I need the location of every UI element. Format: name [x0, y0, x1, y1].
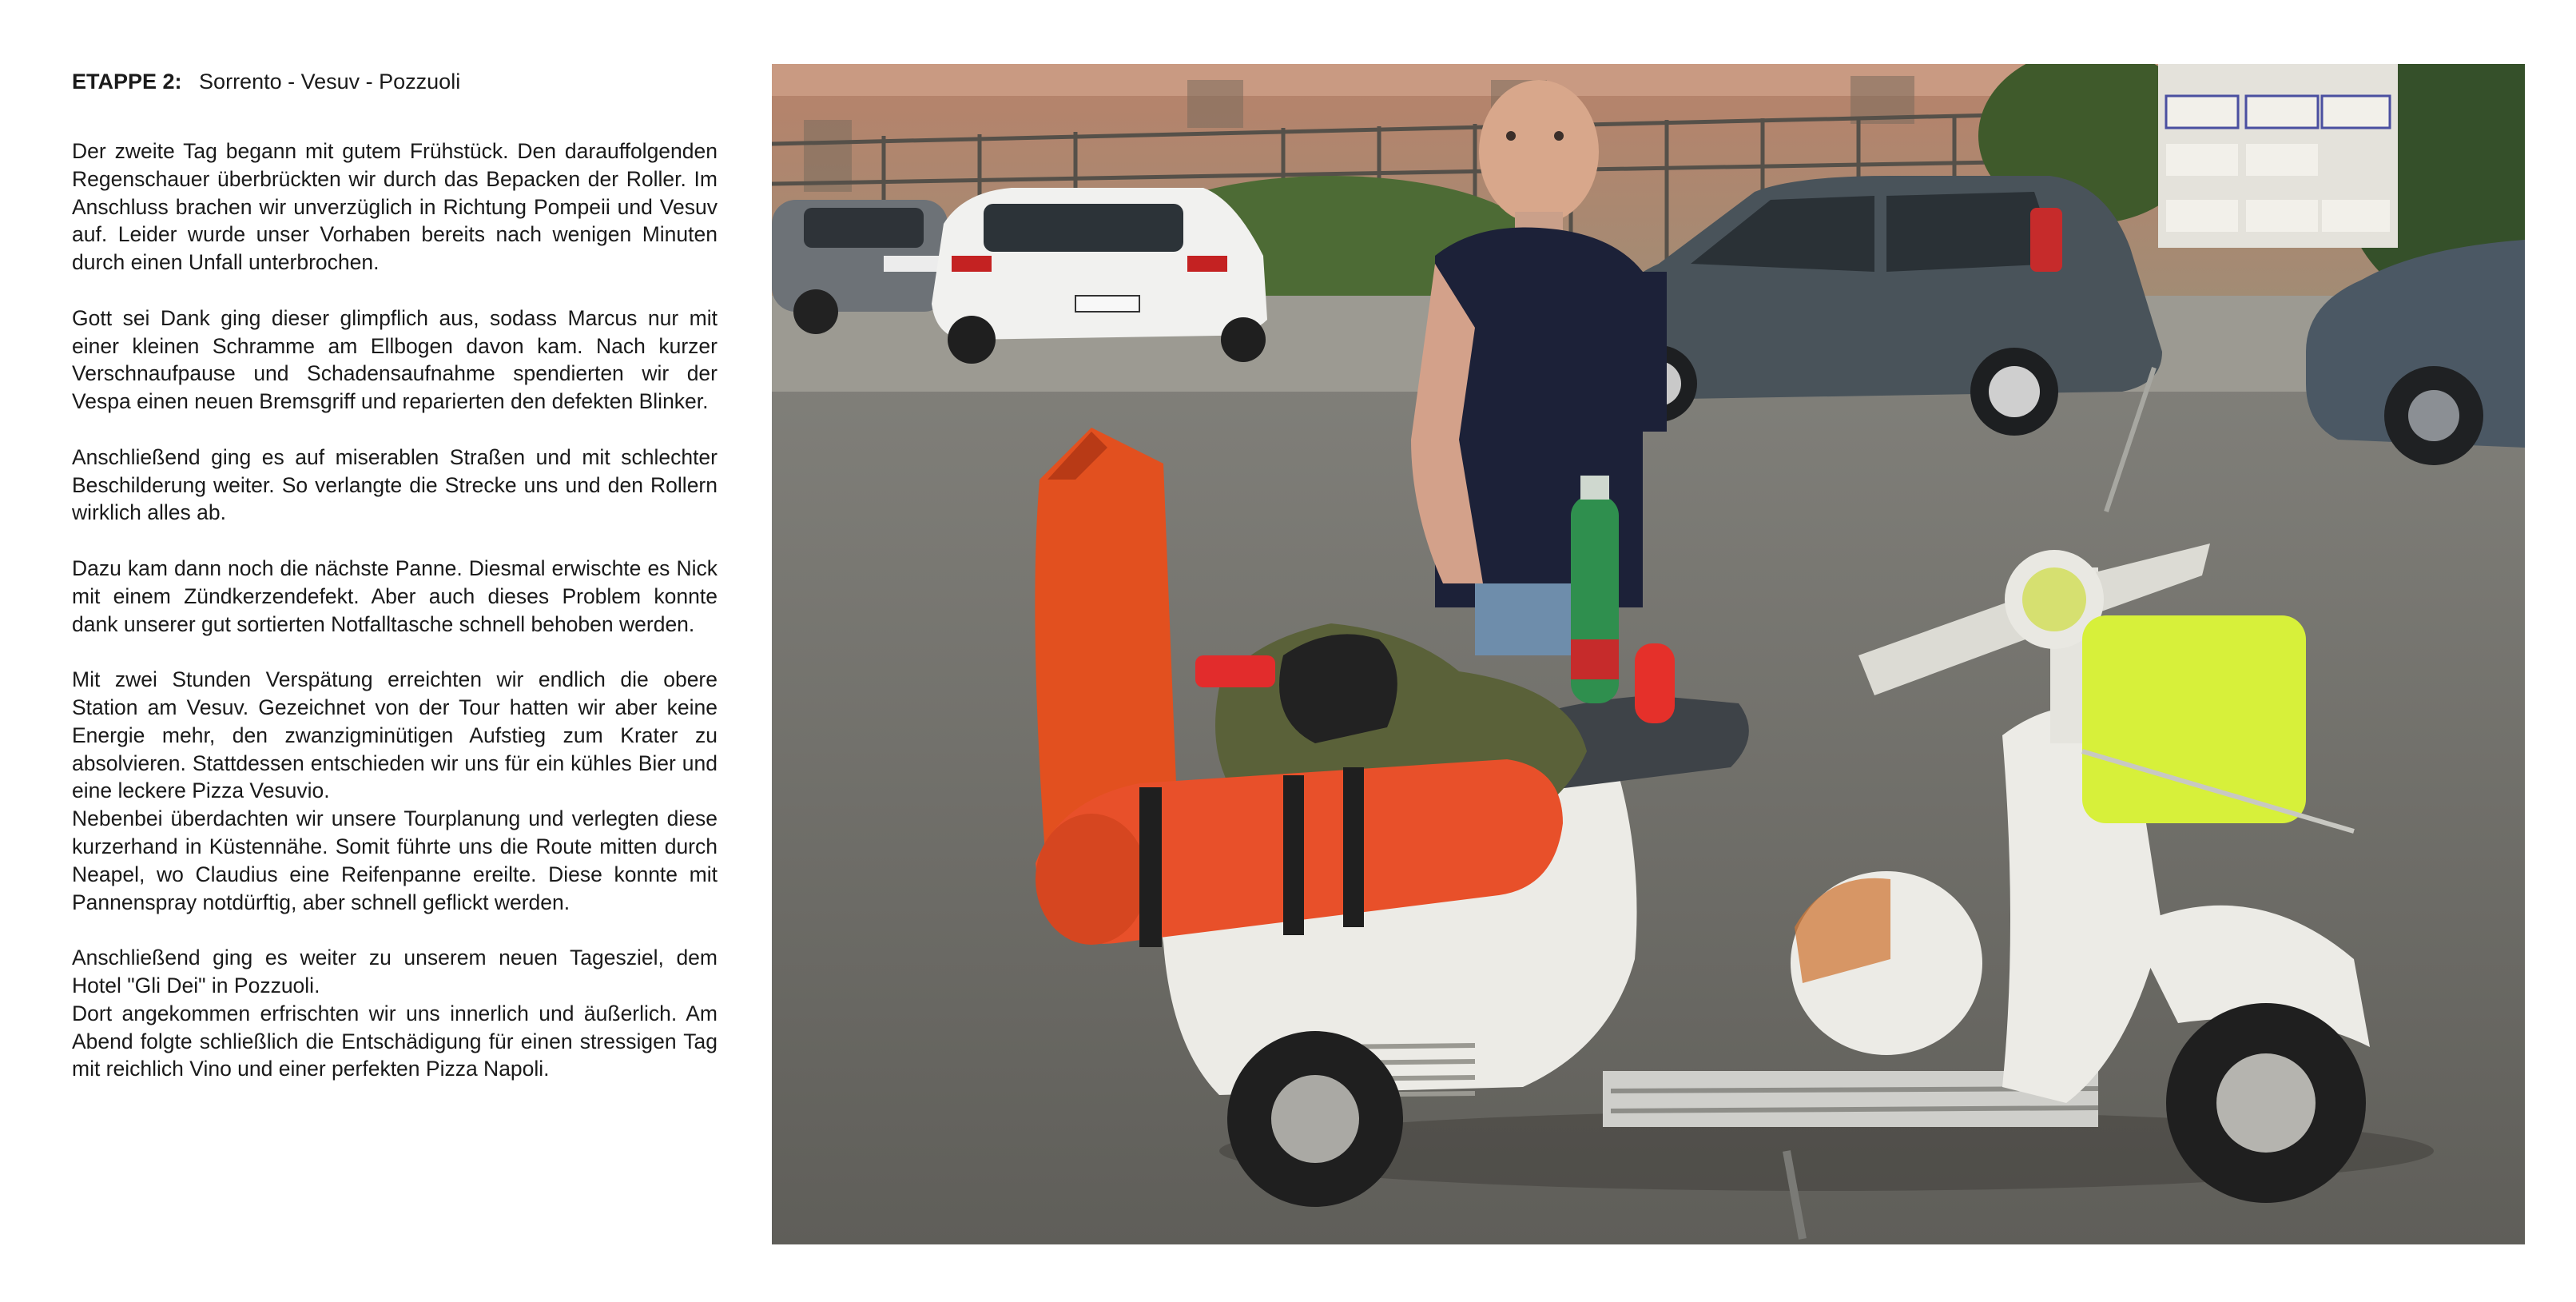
poster-board: [2158, 64, 2398, 248]
paragraph: Nebenbei überdachten wir unsere Tourplanung und verlegten diese kurzerhand in Küstennähe. Somit führte uns die Route mitten durch Neapel, wo Claudius eine Reifenpanne ereilte. Diese konnte mit Pannenspray notdürftig, aber schnell geflickt werden.: [72, 806, 718, 914]
paragraph: Dort angekommen erfrischten wir uns innerlich und äußerlich. Am Abend folgte schließlich die Entschädigung für einen stressigen Tag mit reichlich Vino und einer perfekten Pizza Napoli.: [72, 1001, 718, 1081]
stage-heading: [72, 66, 718, 98]
paragraph: Anschließend ging es weiter zu unserem neuen Tagesziel, dem Hotel "Gli Dei" in Pozzuoli.: [72, 946, 718, 997]
paragraph: Mit zwei Stunden Verspätung erreichten wir endlich die obere Station am Vesuv. Gezeichnet von der Tour hatten wir aber keine Energie mehr, den zwanzigminütigen Aufstieg zum Krater zu absolvieren. Stattdessen entschieden wir uns für ein kühles Bier und eine leckere Pizza Vesuvio.: [72, 667, 718, 803]
paragraph: Anschließend ging es auf miserablen Straßen und mit schlechter Beschilderung weiter. So verlangte die Strecke uns und den Rollern wirklich alles ab.: [72, 444, 718, 525]
helmet: [1791, 871, 1982, 1055]
paragraph: Der zweite Tag begann mit gutem Frühstück. Den darauffolgenden Regenschauer überbrückten wir durch das Bepacken der Roller. Im Anschluss brachen wir unverzüglich in Richtung Pompeii und Vesuv auf. Leider wurde unser Vorhaben bereits nach wenigen Minuten durch einen Unfall unterbrochen.: [72, 139, 718, 275]
story-column: [72, 66, 718, 1083]
paragraph: Gott sei Dank ging dieser glimpflich aus, sodass Marcus nur mit einer kleinen Schramme am Ellbogen davon kam. Nach kurzer Verschnaufpause und Schadensaufnahme spendierten wir der Vespa einen neuen Bremsgriff und reparierten den defekten Blinker.: [72, 305, 718, 414]
scooter-photo: [772, 64, 2525, 1244]
paragraph: Dazu kam dann noch die nächste Panne. Diesmal erwischte es Nick mit einem Zündkerzendefekt. Aber auch dieses Problem konnte dank unserer gut sortierten Notfalltasche schnell behoben werden.: [72, 555, 718, 636]
neon-rack-bag: [2082, 615, 2306, 823]
stage-label: ETAPPE 2:: [72, 70, 182, 94]
red-can: [1635, 643, 1675, 723]
stage-route: Sorrento - Vesuv - Pozzuoli: [199, 70, 461, 94]
story-text: [72, 137, 718, 1083]
water-bottle: [1571, 476, 1619, 703]
